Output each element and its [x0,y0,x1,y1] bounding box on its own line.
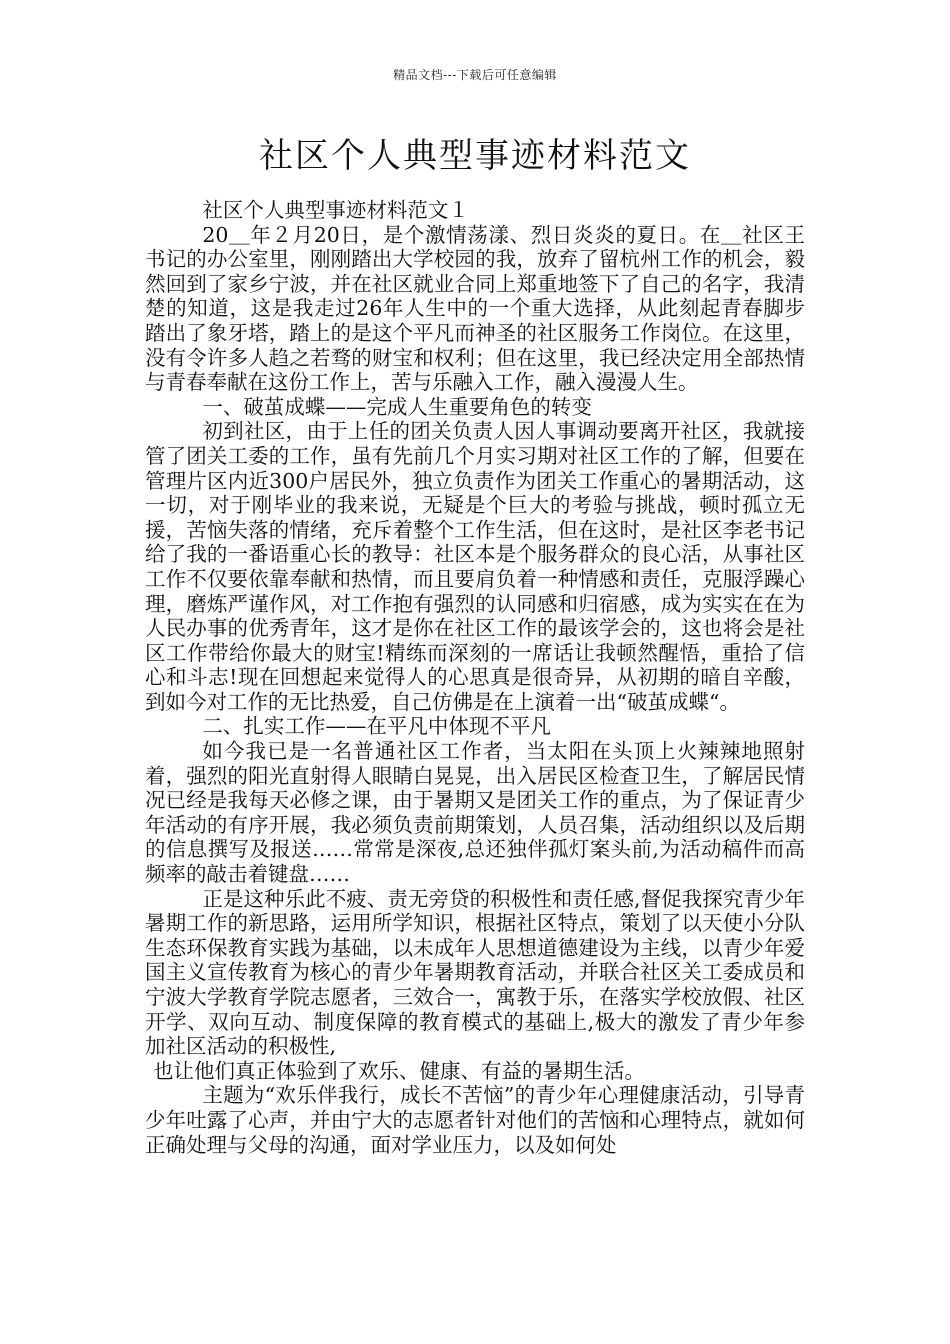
document-body [145,198,805,1157]
section-heading: 二、扎实工作——在平凡中体现不平凡 [202,714,551,739]
body-paragraph: 20＿年２月20日，是个激情荡漾、烈日炎炎的夏日。在＿社区王书记的办公室里，刚刚踏出大学校园的我，放弃了留杭州工作的机会，毅然回到了家乡宁波，并在社区就业合同上郑重地签下了自己的名字，我清楚的知道，这是我走过26年人生中的一个重大选择，从此刻起青春脚步踏出了象牙塔，踏上的是这个平凡而神圣的社区服务工作岗位。在这里，没有令许多人趋之若骛的财宝和权利；但在这里，我已经决定用全部热情与青春奉献在这份工作上，苦与乐融入工作，融入漫漫人生。 [145,222,805,395]
body-paragraph: 初到社区，由于上任的团关负责人因人事调动要离开社区，我就接管了团关工委的工作，虽有先前几个月实习期对社区工作的了解，但要在管理片区内近300户居民外，独立负责作为团关工作重心的暑期活动，这一切，对于刚毕业的我来说，无疑是个巨大的考验与挑战，顿时孤立无援，苦恼失落的情绪，充斥着整个工作生活，但在这时，是社区李老书记给了我的一番语重心长的教导：社区本是个服务群众的良心活，从事社区工作不仅要依靠奉献和热情，而且要肩负着一种情感和责任，克服浮躁心理，磨炼严谨作风，对工作抱有强烈的认同感和归宿感，成为实实在在为人民办事的优秀青年，这才是你在社区工作的最该学会的，这也将会是社区工作带给你最大的财宝!精练而深刻的一席话让我顿然醒悟，重拾了信心和斗志!现在回想起来觉得人的心思真是很奇异，从初期的暗自辛酸，到如今对工作的无比热爱，自己仿佛是在上演着一出“破茧成蝶“。 [145,419,805,714]
body-paragraph: 正是这种乐此不疲、责无旁贷的积极性和责任感,督促我探究青少年暑期工作的新思路，运用所学知识，根据社区特点，策划了以天使小分队生态环保教育实践为基础，以未成年人思想道德建设为主线，以青少年爱国主义宣传教育为核心的青少年暑期教育活动，并联合社区关工委成员和宁波大学教育学院志愿者，三效合一，寓教于乐，在落实学校放假、社区开学、双向互动、制度保障的教育模式的基础上,极大的激发了青少年参加社区活动的积极性, [145,886,805,1059]
body-paragraph: 主题为“欢乐伴我行，成长不苦恼”的青少年心理健康活动，引导青少年吐露了心声，并由宁大的志愿者针对他们的苦恼和心理特点，就如何正确处理与父母的沟通，面对学业压力，以及如何处 [145,1083,805,1157]
section-heading: 一、破茧成蝶——完成人生重要角色的转变 [202,394,592,419]
document-title: 社区个人典型事迹材料范文 [259,136,691,176]
body-paragraph: 如今我已是一名普通社区工作者，当太阳在头顶上火辣辣地照射着，强烈的阳光直射得人眼睛白晃晃，出入居民区检查卫生，了解居民情况已经是我每天必修之课，由于暑期又是团关工作的重点，为了保证青少年活动的有序开展，我必须负责前期策划，人员召集，活动组织以及后期的信息撰写及报送……常常是深夜,总还独伴孤灯案头前,为活动稿件而高频率的敲击着键盘…… [145,739,805,887]
body-paragraph: 也让他们真正体验到了欢乐、健康、有益的暑期生活。 [153,1058,645,1083]
subtitle-paragraph: 社区个人典型事迹材料范文１ [202,198,469,222]
header-note: 精品文档---下载后可任意编辑 [393,68,557,82]
